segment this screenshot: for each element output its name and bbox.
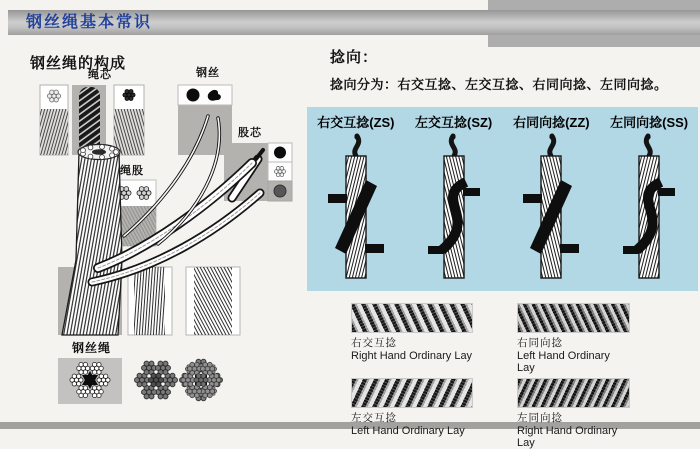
lay-direction-description: 捻向分为：右交互捻、左交互捻、右同向捻、左同向捻。 [330, 77, 668, 92]
wire-rope-construction-diagram [0, 60, 310, 429]
cross-section-2 [135, 361, 178, 399]
lay-photo-cell-2 [517, 303, 630, 374]
lay-photo-grid [351, 303, 698, 449]
photo-label-en: Left Hand Ordinary Lay [517, 350, 610, 374]
photo-label-cn: 右交互捻 [351, 337, 397, 349]
photo-label-cn: 右同向捻 [517, 337, 563, 349]
main-rope-drawing [62, 145, 122, 336]
lay-diagram-zz [511, 132, 591, 282]
rope-texture-box-2 [128, 267, 172, 335]
lay-column-ss [600, 112, 698, 291]
composition-title: 钢丝绳的构成 [30, 55, 127, 72]
lay-column-zz-label: 右同向捻(ZZ) [513, 115, 590, 130]
lay-direction-panel [307, 107, 698, 291]
rope-core-sample-right [114, 85, 144, 155]
lay-column-sz [405, 112, 503, 291]
lay-column-sz-label: 左交互捻(SZ) [414, 115, 493, 130]
label-strand-core: 股芯 [238, 127, 262, 139]
rope-photo-left-ordinary [351, 378, 473, 408]
rope-photo-right-lang [517, 303, 630, 333]
lay-direction-title: 捻向： [330, 49, 379, 66]
label-rope-core: 绳芯 [88, 69, 112, 81]
rope-photo-left-lang [517, 378, 630, 408]
page-title: 钢丝绳基本常识 [26, 14, 153, 31]
label-rope-strand: 绳股 [120, 165, 144, 177]
lay-column-zs-label: 右交互捻(ZS) [317, 115, 395, 130]
lay-photo-cell-4 [517, 378, 630, 449]
photo-label-en: Left Hand Ordinary Lay [351, 425, 465, 437]
photo-label-cn: 左交互捻 [351, 412, 397, 424]
lay-column-ss-label: 左同向捻(SS) [610, 115, 689, 130]
lay-photo-cell-1 [351, 303, 473, 374]
rope-photo-right-ordinary [351, 303, 473, 333]
lay-column-zz [503, 112, 601, 291]
photo-label-en: Right Hand Ordinary Lay [351, 350, 473, 362]
label-steel-wire: 钢丝 [196, 67, 220, 79]
lay-photo-cell-3 [351, 378, 473, 449]
rope-texture-box-3 [186, 267, 240, 335]
photo-label-en: Right Hand Ordinary Lay [517, 425, 618, 449]
lay-diagram-zs [316, 132, 396, 282]
lay-column-zs [307, 112, 405, 291]
label-wire-rope: 钢丝绳 [72, 341, 112, 355]
lay-diagram-sz [414, 132, 494, 282]
rope-core-sample-left [40, 85, 68, 155]
cross-section-1 [58, 358, 122, 404]
photo-label-cn: 左同向捻 [517, 412, 563, 424]
lay-diagram-ss [609, 132, 689, 282]
page-header-bar [8, 10, 700, 35]
